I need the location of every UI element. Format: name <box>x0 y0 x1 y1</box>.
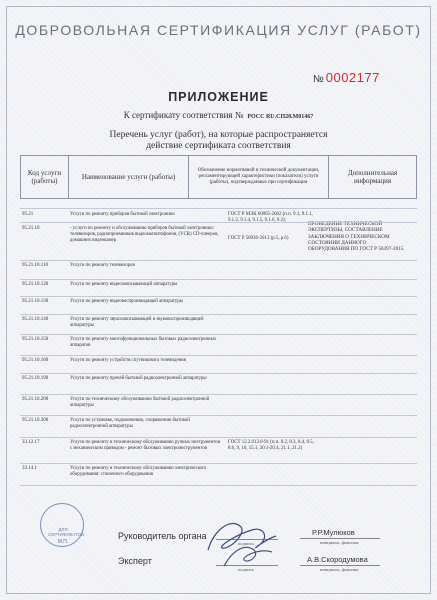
service-standard: ГОСТ Р МЭК 60065-2002 (п.п. 9.1, 9.1.1, 9.1.2, 9.1.4, 9.1.5, 9.1.6, 9.2); <box>228 212 313 224</box>
column-header-code: Код услуги (работы) <box>21 156 69 198</box>
handwritten-signature <box>200 512 290 570</box>
document-header: ДОБРОВОЛЬНАЯ СЕРТИФИКАЦИЯ УСЛУГ (РАБОТ) <box>15 22 422 38</box>
service-description: Услуги по ремонту и техническому обслуживанию электрического оборудования: станочного оборудования <box>70 466 207 477</box>
service-description: Услуги по ремонту многофункциональных бытовых радиоэлектронных аппаратов <box>70 337 217 348</box>
service-description: Услуги по ремонту телевизоров <box>70 263 135 268</box>
subtitle-line-2: действие сертификата соответствия <box>146 141 291 151</box>
service-description: Услуги по ремонту приборов бытовой электроники <box>70 212 175 217</box>
service-code: 95.21.10.130 <box>22 299 49 304</box>
row-separator <box>20 373 417 374</box>
expert-signature-hint: подпись <box>238 567 254 572</box>
service-code: 95.21.10.300 <box>22 418 49 423</box>
service-code: 95.21.10.190 <box>22 376 49 381</box>
serial-prefix: № <box>313 74 324 85</box>
expert-name-hint: инициалы, фамилия <box>320 567 359 572</box>
head-name: Р.Р.Мулюков <box>312 528 355 537</box>
row-separator <box>20 415 417 416</box>
service-code: 33.14.1 <box>22 466 37 471</box>
row-separator <box>20 260 417 261</box>
column-header-docs: Обозначение нормативной и технической документации, регламентирующей характеристики (показатели) услуги (работы), подтверждаемые при сертификации <box>189 156 329 198</box>
certificate-label: К сертификату соответствия № <box>123 110 244 120</box>
service-code: 95.21.10.140 <box>22 317 49 322</box>
service-description: Услуги по ремонту звукозаписывающей и звуковоспроизводящей аппаратуры <box>70 317 204 328</box>
service-description: Услуги по установке, подключению, сопряжению бытовой радиоэлектронной аппаратуры <box>70 418 190 429</box>
service-code: 95.21.10.160 <box>22 358 49 363</box>
service-description: Услуги по ремонту видеовоспроизводящей аппаратуры <box>70 299 183 304</box>
head-name-hint: инициалы, фамилия <box>320 540 359 545</box>
service-standard: ГОСТ Р 50936-2013 (р.5, р.6) <box>228 236 289 241</box>
service-code: 95.21.10.110 <box>22 263 49 268</box>
column-header-name: Наименование услуги (работы) <box>69 156 189 198</box>
serial-number <box>313 70 380 85</box>
service-description: Услуги по техническому обслуживанию бытовой радиоэлектронной аппаратуры <box>70 397 210 408</box>
row-separator <box>20 279 417 280</box>
page-title: ПРИЛОЖЕНИЕ <box>168 90 269 104</box>
service-description: Услуги по ремонту прочей бытовой радиоэлектронной аппаратуры <box>70 376 207 381</box>
row-separator <box>20 394 417 395</box>
row-separator <box>20 355 417 356</box>
head-name-line <box>300 538 380 539</box>
services-table <box>20 199 417 509</box>
stamp-number: М.П. <box>57 539 69 545</box>
row-separator <box>20 222 417 223</box>
row-separator <box>20 437 417 438</box>
row-separator <box>20 485 417 486</box>
service-code: 95.21 <box>22 212 34 217</box>
service-code: 95.21.10.150 <box>22 337 49 342</box>
row-separator <box>20 463 417 464</box>
expert-name: А.В.Скородумова <box>307 555 368 564</box>
expert-name-line <box>300 565 380 566</box>
service-standard: ГОСТ 12.2.013.0-91 (п.п. 8.2, 8.3, 8.4, 8.5, 8.6, 9, 10, 15.1, 20.1-20.4, 21.1, 21.2) <box>228 440 314 452</box>
service-description: Услуги по ремонту устройств спутникового телевидения <box>70 358 186 363</box>
stamp-text: ДЛЯ СЕРТИФИКАТОВ <box>48 527 85 537</box>
service-extra-info: ПРОВЕДЕНИЕ ТЕХНИЧЕСКОЙ ЭКСПЕРТИЗЫ, СОСТАВЛЕНИЕ ЗАКЛЮЧЕНИЯ О ТЕХНИЧЕСКОМ СОСТОЯНИИ ДАННОГО ОБОРУДОВАНИЯ ПО ГОСТ Р 56397-2015. <box>308 221 405 253</box>
row-separator <box>20 296 417 297</box>
certificate-number: РОСС RU.СП28.М01467 <box>247 114 314 120</box>
serial-value: 0002177 <box>325 70 380 85</box>
expert-signature-label: Эксперт <box>118 556 152 566</box>
service-code: 95.21.10 <box>22 226 40 231</box>
certificate-reference <box>0 110 437 120</box>
row-separator <box>20 208 417 209</box>
service-description: Услуги по ремонту и техническому обслуживанию ручных инструментов с механическим приводом - ремонт бытовых электроинструментов <box>70 440 220 451</box>
column-header-extra: Дополнительная информация <box>347 168 398 185</box>
list-subtitle <box>0 130 437 152</box>
service-code: 95.21.10.120 <box>22 282 49 287</box>
head-signature-hint: подпись <box>238 541 254 546</box>
service-code: 33.12.17 <box>22 440 40 445</box>
head-signature-label: Руководитель органа <box>118 531 207 541</box>
row-separator <box>20 334 417 335</box>
service-code: 95.21.10.200 <box>22 397 49 402</box>
service-description: Услуги по ремонту видеозаписывающей аппаратуры <box>70 282 178 287</box>
subtitle-line-1: Перечень услуг (работ), на которые распространяется <box>109 130 328 140</box>
service-description: - услуги по ремонту и обслуживанию приборов бытовой электроники: телевизоров, радиоприемников видеомагнитофонов, (VCR) CD-плееров, домашних видеокамер <box>70 226 219 243</box>
row-separator <box>20 314 417 315</box>
table-header <box>20 155 417 199</box>
